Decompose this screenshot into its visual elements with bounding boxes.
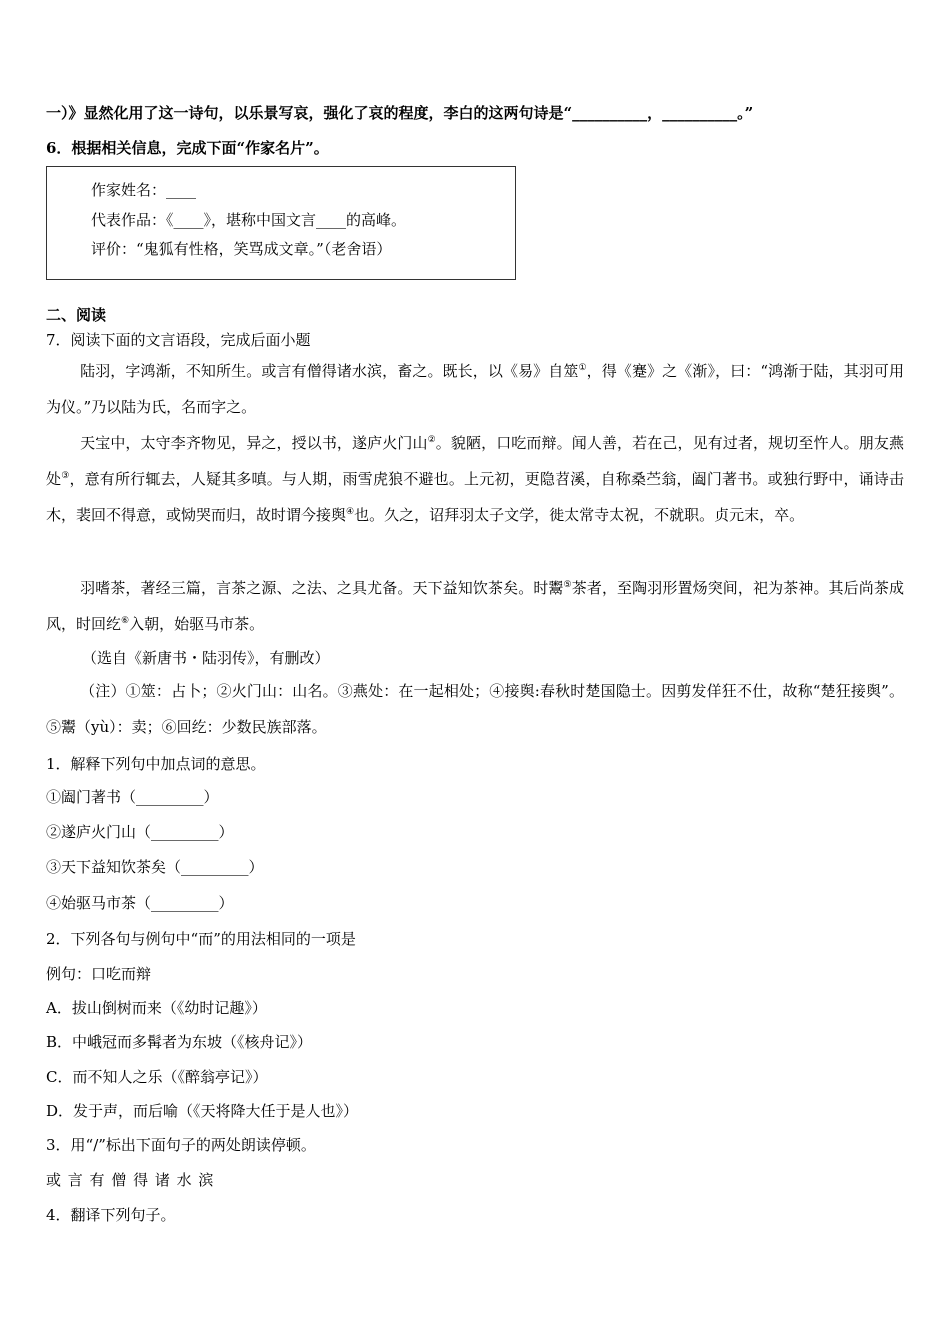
- author-card: [46, 166, 516, 280]
- note-mark: ④: [346, 507, 355, 517]
- q5-tail-text: 一）》显然化用了这一诗句，以乐景写哀，强化了哀的程度，李白的这两句诗是“__________，__________。”: [46, 104, 754, 122]
- sub2-title: 2．下列各句与例句中“而”的用法相同的一项是: [46, 930, 356, 948]
- classical-paragraph-1: 陆羽，字鸿渐，不知所生。或言有僧得诸水滨，畜之。既长，以《易》自筮①，得《蹇》之《渐》，曰：“鸿渐于陆，其羽可用为仪。”乃以陆为氏，名而字之。: [46, 362, 904, 416]
- q7-title: 7．阅读下面的文言语段，完成后面小题: [46, 331, 311, 349]
- note-mark: ③: [61, 471, 70, 481]
- note-mark: ⑤: [563, 580, 572, 590]
- note-mark: ⑥: [121, 616, 130, 626]
- source-citation: （选自《新唐书・陆羽传》，有删改）: [82, 649, 330, 667]
- sub2-option-a: A．拔山倒树而来（《幼时记趣》）: [46, 999, 267, 1017]
- author-card-review-line: 评价：“鬼狐有性格，笑骂成文章。”（老舍语）: [91, 240, 392, 258]
- sub4-title: 4．翻译下列句子。: [46, 1206, 176, 1224]
- sub1-item: ②遂庐火门山（_________）: [46, 823, 234, 841]
- annotation-notes: （注）①筮：占卜；②火门山：山名。③燕处：在一起相处；④接舆:春秋时楚国隐士。因剪发佯狂不仕，故称“楚狂接舆”。⑤鬻（yù）：卖；⑥回纥：少数民族部落。: [46, 682, 904, 736]
- sub2-option-b: B．中峨冠而多髯者为东坡（《核舟记》）: [46, 1033, 313, 1051]
- sub1-item: ④始驱马市茶（_________）: [46, 894, 234, 912]
- classical-paragraph-3: 羽嗜茶，著经三篇，言茶之源、之法、之具尤备。天下益知饮茶矣。时鬻⑤茶者，至陶羽形置炀突间，祀为茶神。其后尚茶成风，时回纥⑥入朝，始驱马市茶。: [46, 579, 904, 633]
- section-heading: 二、阅读: [46, 306, 107, 324]
- sub1-item: ①阖门著书（_________）: [46, 788, 219, 806]
- sub2-option-d: D．发于声，而后喻（《天将降大任于是人也》）: [46, 1102, 359, 1120]
- q6-title: 6．根据相关信息，完成下面“作家名片”。: [46, 139, 329, 157]
- sub2-example: 例句：口吃而辩: [46, 965, 152, 983]
- sub3-title: 3．用“/”标出下面句子的两处朗读停顿。: [46, 1136, 316, 1154]
- sub1-title: 1．解释下列句中加点词的意思。: [46, 755, 266, 773]
- sub3-sentence: 或 言 有 僧 得 诸 水 滨: [46, 1171, 215, 1189]
- note-mark: ②: [427, 435, 436, 445]
- sub2-option-c: C．而不知人之乐（《醉翁亭记》）: [46, 1068, 268, 1086]
- author-card-works-line: 代表作品：《____》，堪称中国文言____的高峰。: [91, 211, 407, 229]
- note-mark: ①: [578, 363, 587, 373]
- author-card-name-line: 作家姓名：____: [91, 181, 197, 199]
- classical-paragraph-2: 天宝中，太守李齐物见，异之，授以书，遂庐火门山②。貌陋，口吃而辩。闻人善，若在己，见有过者，规切至忤人。朋友燕处③，意有所行辄去，人疑其多嗔。与人期，雨雪虎狼不避也。上元初，更隐苕溪，自称桑苎翁，阖门著书。或独行野中，诵诗击木，裴回不得意，或恸哭而归，故时谓今接舆④也。久之，诏拜羽太子文学，徙太常寺太祝，不就职。贞元末，卒。: [46, 434, 904, 524]
- sub1-item: ③天下益知饮茶矣（_________）: [46, 858, 264, 876]
